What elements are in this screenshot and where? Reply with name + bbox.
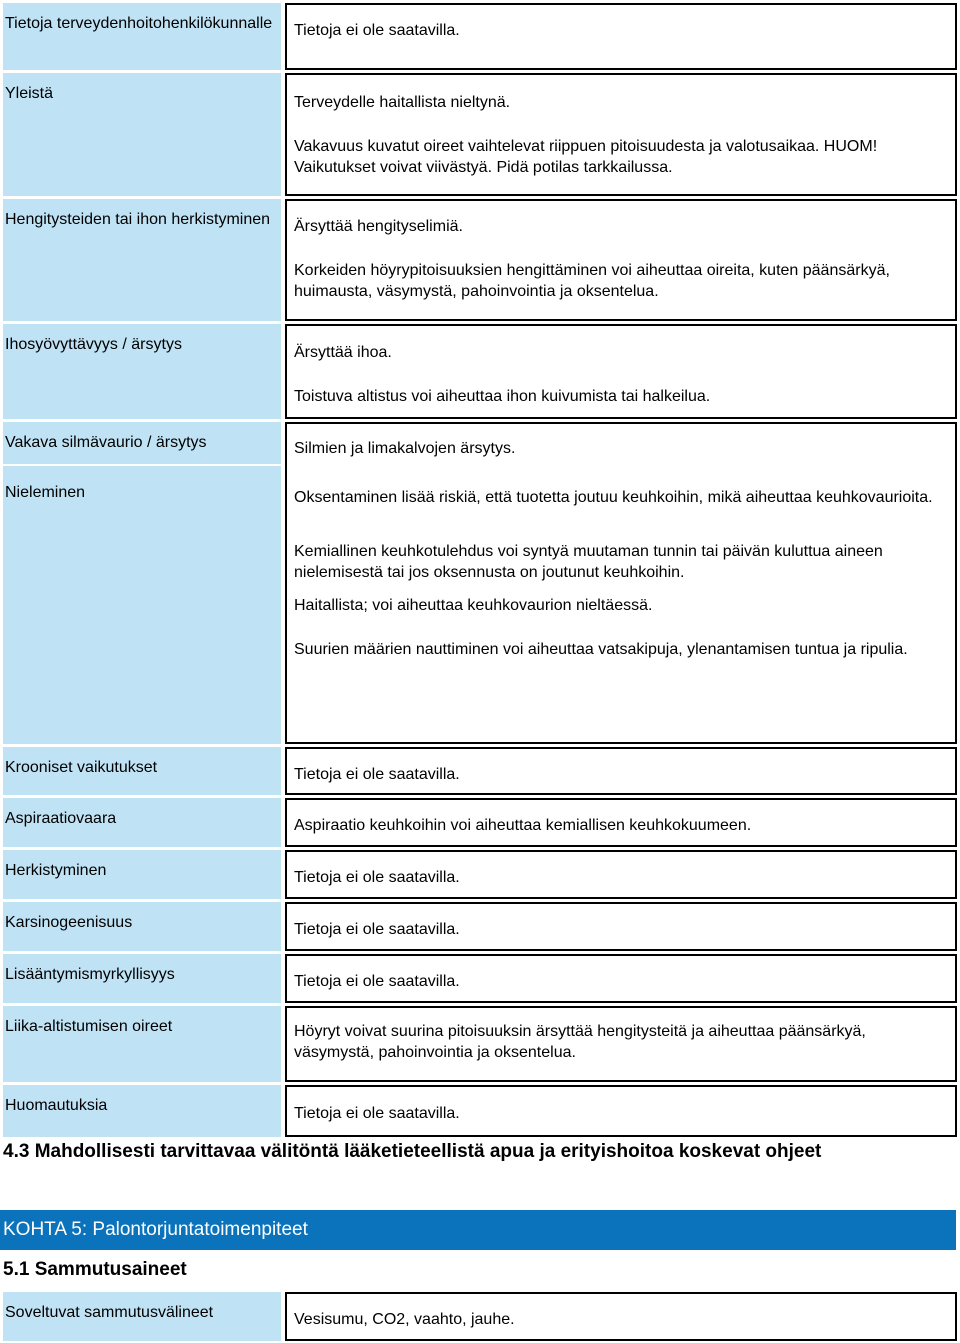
value-line: Oksentaminen lisää riskiä, että tuotetta joutuu keuhkoihin, mikä aiheuttaa keuhkovaurioita. [294, 489, 933, 506]
row-label: Karsinogeenisuus [3, 902, 281, 951]
row-label: Liika-altistumisen oireet [3, 1006, 281, 1082]
row-label: Hengitysteiden tai ihon herkistyminen [3, 199, 281, 321]
value-line: Terveydelle haitallista nieltynä. [294, 94, 511, 111]
value-line: Ärsyttää hengityselimiä. [294, 218, 463, 235]
row-value [285, 3, 957, 70]
value-line: Haitallista; voi aiheuttaa keuhkovaurion nieltäessä. [294, 597, 653, 614]
value-line: Tietoja ei ole saatavilla. [294, 1105, 460, 1122]
value-line: Ärsyttää ihoa. [294, 344, 392, 361]
row-value [285, 1292, 957, 1341]
section-5-header: KOHTA 5: Palontorjuntatoimenpiteet [0, 1210, 956, 1250]
row-value [285, 798, 957, 847]
value-line: Tietoja ei ole saatavilla. [294, 22, 460, 39]
value-line: Toistuva altistus voi aiheuttaa ihon kuivumista tai halkeilua. [294, 388, 711, 405]
row-label: Aspiraatiovaara [3, 798, 281, 847]
row-value [285, 850, 957, 899]
value-line: Silmien ja limakalvojen ärsytys. [294, 440, 516, 457]
value-line: Vesisumu, CO2, vaahto, jauhe. [294, 1311, 515, 1328]
row-value [285, 902, 957, 951]
row-label: Vakava silmävaurio / ärsytys [3, 422, 281, 464]
row-value [285, 73, 957, 196]
value-line: Aspiraatio keuhkoihin voi aiheuttaa kemiallisen keuhkokuumeen. [294, 817, 752, 834]
value-line: Tietoja ei ole saatavilla. [294, 869, 460, 886]
row-label: Tietoja terveydenhoitohenkilökunnalle [3, 3, 281, 70]
row-label: Huomautuksia [3, 1085, 281, 1137]
row-label: Soveltuvat sammutusvälineet [3, 1292, 281, 1341]
row-value [285, 747, 957, 795]
row-value [285, 199, 957, 321]
value-line: Korkeiden höyrypitoisuuksien hengittäminen voi aiheuttaa oireita, kuten päänsärkyä, huimausta, väsymystä, pahoinvointia ja oksentelua. [294, 262, 890, 300]
row-label: Ihosyövyttävyys / ärsytys [3, 324, 281, 419]
row-label: Lisääntymismyrkyllisyys [3, 954, 281, 1003]
value-line: Höyryt voivat suurina pitoisuuksin ärsyttää hengitysteitä ja aiheuttaa päänsärkyä, väsymystä, pahoinvointia ja oksentelua. [294, 1023, 866, 1061]
row-value [285, 464, 957, 744]
row-label: Krooniset vaikutukset [3, 747, 281, 795]
row-value [285, 324, 957, 419]
value-line: Vakavuus kuvatut oireet vaihtelevat riippuen pitoisuudesta ja valotusaikaa. HUOM! Vaikutukset voivat viivästyä. Pidä potilas tarkkailussa. [294, 138, 878, 176]
row-label: Nieleminen [3, 466, 281, 744]
value-line: Tietoja ei ole saatavilla. [294, 973, 460, 990]
row-value [285, 954, 957, 1003]
row-value [285, 1085, 957, 1137]
value-line: Tietoja ei ole saatavilla. [294, 766, 460, 783]
row-value [285, 1006, 957, 1082]
value-line: Suurien määrien nauttiminen voi aiheuttaa vatsakipuja, ylenantamisen tuntua ja ripulia. [294, 641, 908, 658]
value-line: Tietoja ei ole saatavilla. [294, 921, 460, 938]
heading-4-3: 4.3 Mahdollisesti tarvittavaa välitöntä lääketieteellistä apua ja erityishoitoa koskevat ohjeet [3, 1141, 822, 1162]
heading-5-1: 5.1 Sammutusaineet [3, 1259, 187, 1280]
row-label: Herkistyminen [3, 850, 281, 899]
row-label: Yleistä [3, 73, 281, 196]
value-line: Kemiallinen keuhkotulehdus voi syntyä muutaman tunnin tai päivän kuluttua aineen nielemisestä tai jos oksennusta on joutunut keuhkoihin. [294, 543, 883, 581]
row-value [285, 422, 957, 464]
